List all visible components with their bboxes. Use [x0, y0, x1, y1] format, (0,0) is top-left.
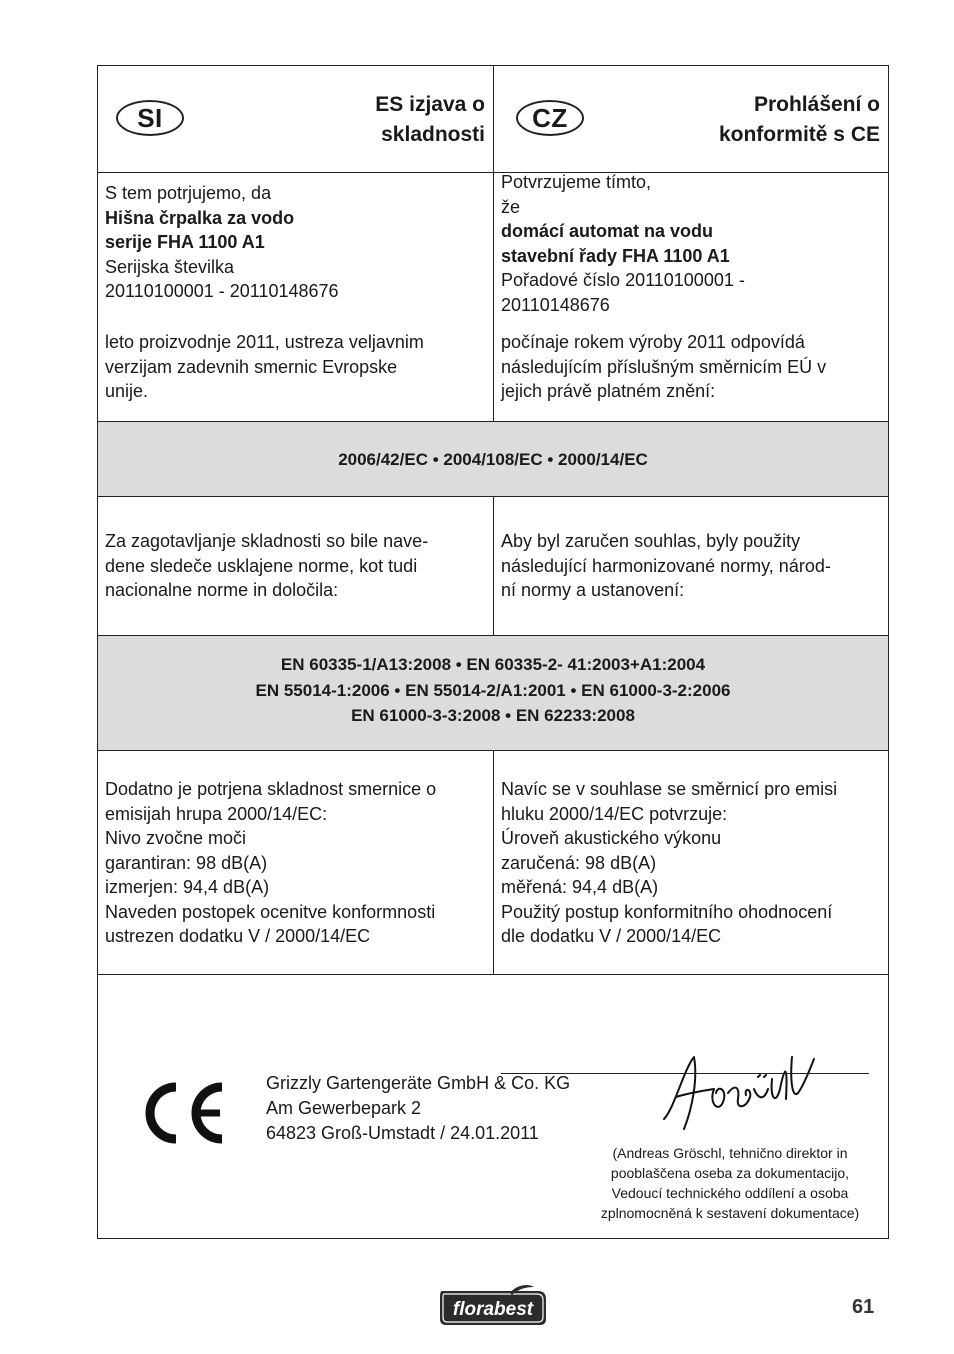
signature-line: [501, 1073, 869, 1074]
product-name-si: Hišna črpalka za vodo: [105, 207, 295, 228]
directives-text: 2006/42/EC • 2004/108/EC • 2000/14/EC: [338, 450, 648, 469]
header-row: [98, 66, 888, 173]
norms-band: [98, 636, 888, 751]
serial-line2-cz: 20110148676: [501, 294, 610, 315]
lang-badge-si: SI: [116, 100, 184, 136]
product-si: S tem potrjujemo, da Hišna črpalka za vodo serije FHA 1100 A1 Serijska številka 20110100001 - 20110148676 leto proizvodnje 2011, ustreza veljavnim verzijam zadevnih smernic Evropske unije.: [98, 173, 494, 421]
signature-icon: [654, 1049, 834, 1139]
product-row: [98, 173, 888, 422]
signature-caption: (Andreas Gröschl, tehnično direktor in pooblaščena oseba za dokumentacijo, Vedoucí technického oddílení a osoba zplnomocněná k sestavení dokumentace): [600, 1145, 860, 1221]
logo-text: florabest: [452, 1299, 534, 1320]
title-si: ES izjava o skladnosti: [375, 93, 485, 146]
product-cz: Potvrzujeme tímto, že domácí automat na vodu stavební řady FHA 1100 A1 Pořadové číslo 20110100001 - 20110148676 počínaje rokem výroby 2011 odpovídá následujícím příslušným směrnicím EÚ v jejich právě platném znění:: [494, 173, 888, 421]
noise-cz: Navíc se v souhlase se směrnicí pro emisi hluku 2000/14/EC potvrzuje: Úroveň akustického výkonu zaručená: 98 dB(A) měřená: 94,4 dB(A) Použitý postup konformitního ohodnocení dle dodatku V / 2000/14/EC: [501, 779, 838, 946]
norms-line: EN 60335-1/A13:2008 • EN 60335-2- 41:2003+A1:2004: [280, 655, 706, 674]
noise-row: [98, 751, 888, 975]
norms-line: EN 55014-1:2006 • EN 55014-2/A1:2001 • EN 61000-3-2:2006: [255, 680, 731, 700]
header-si: [98, 66, 494, 172]
lang-badge-cz: CZ: [516, 100, 584, 136]
serial-label-si: Serijska številka: [105, 256, 235, 277]
intro-cz: Potvrzujeme tímto,: [501, 172, 652, 192]
norms-line: EN 61000-3-3:2008 • EN 62233:2008: [351, 706, 635, 725]
company-address: Grizzly Gartengeräte GmbH & Co. KG Am Gewerbepark 2 64823 Groß-Umstadt / 24.01.2011: [266, 1073, 571, 1143]
title-cz: Prohlášení o konformitě s CE: [718, 93, 880, 146]
page-number: 61: [852, 1296, 875, 1318]
product-series-cz: stavební řady FHA 1100 A1: [501, 245, 730, 266]
florabest-logo: [438, 1285, 550, 1327]
norms-intro-cz: Aby byl zaručen souhlas, byly použity následující harmonizované normy, národ- ní normy a ustanovení:: [501, 531, 831, 600]
norms-intro-row: [98, 497, 888, 636]
header-cz: [494, 66, 888, 172]
product-name-cz: domácí automat na vodu: [501, 221, 714, 241]
norms-intro-si: Za zagotavljanje skladnosti so bile nave- dene sledeče usklajene norme, kot tudi nacionalne norme in določila:: [98, 497, 494, 635]
product-series-si: serije FHA 1100 A1: [105, 232, 265, 252]
serial-line1-cz: Pořadové číslo 20110100001 -: [501, 270, 745, 290]
directives-band: [98, 422, 888, 497]
intro-si: S tem potrjujemo, da: [105, 183, 272, 203]
noise-si: Dodatno je potrjena skladnost smernice o emisijah hrupa 2000/14/EC: Nivo zvočne moči garantiran: 98 dB(A) izmerjen: 94,4 dB(A) Naveden postopek ocenitve konformnosti ustrezen dodatku V / 2000/14/EC: [98, 751, 494, 974]
ce-mark-icon: [138, 1081, 228, 1145]
declaration-frame: [97, 65, 889, 1239]
serial-range-si: 20110100001 - 20110148676: [105, 281, 339, 301]
